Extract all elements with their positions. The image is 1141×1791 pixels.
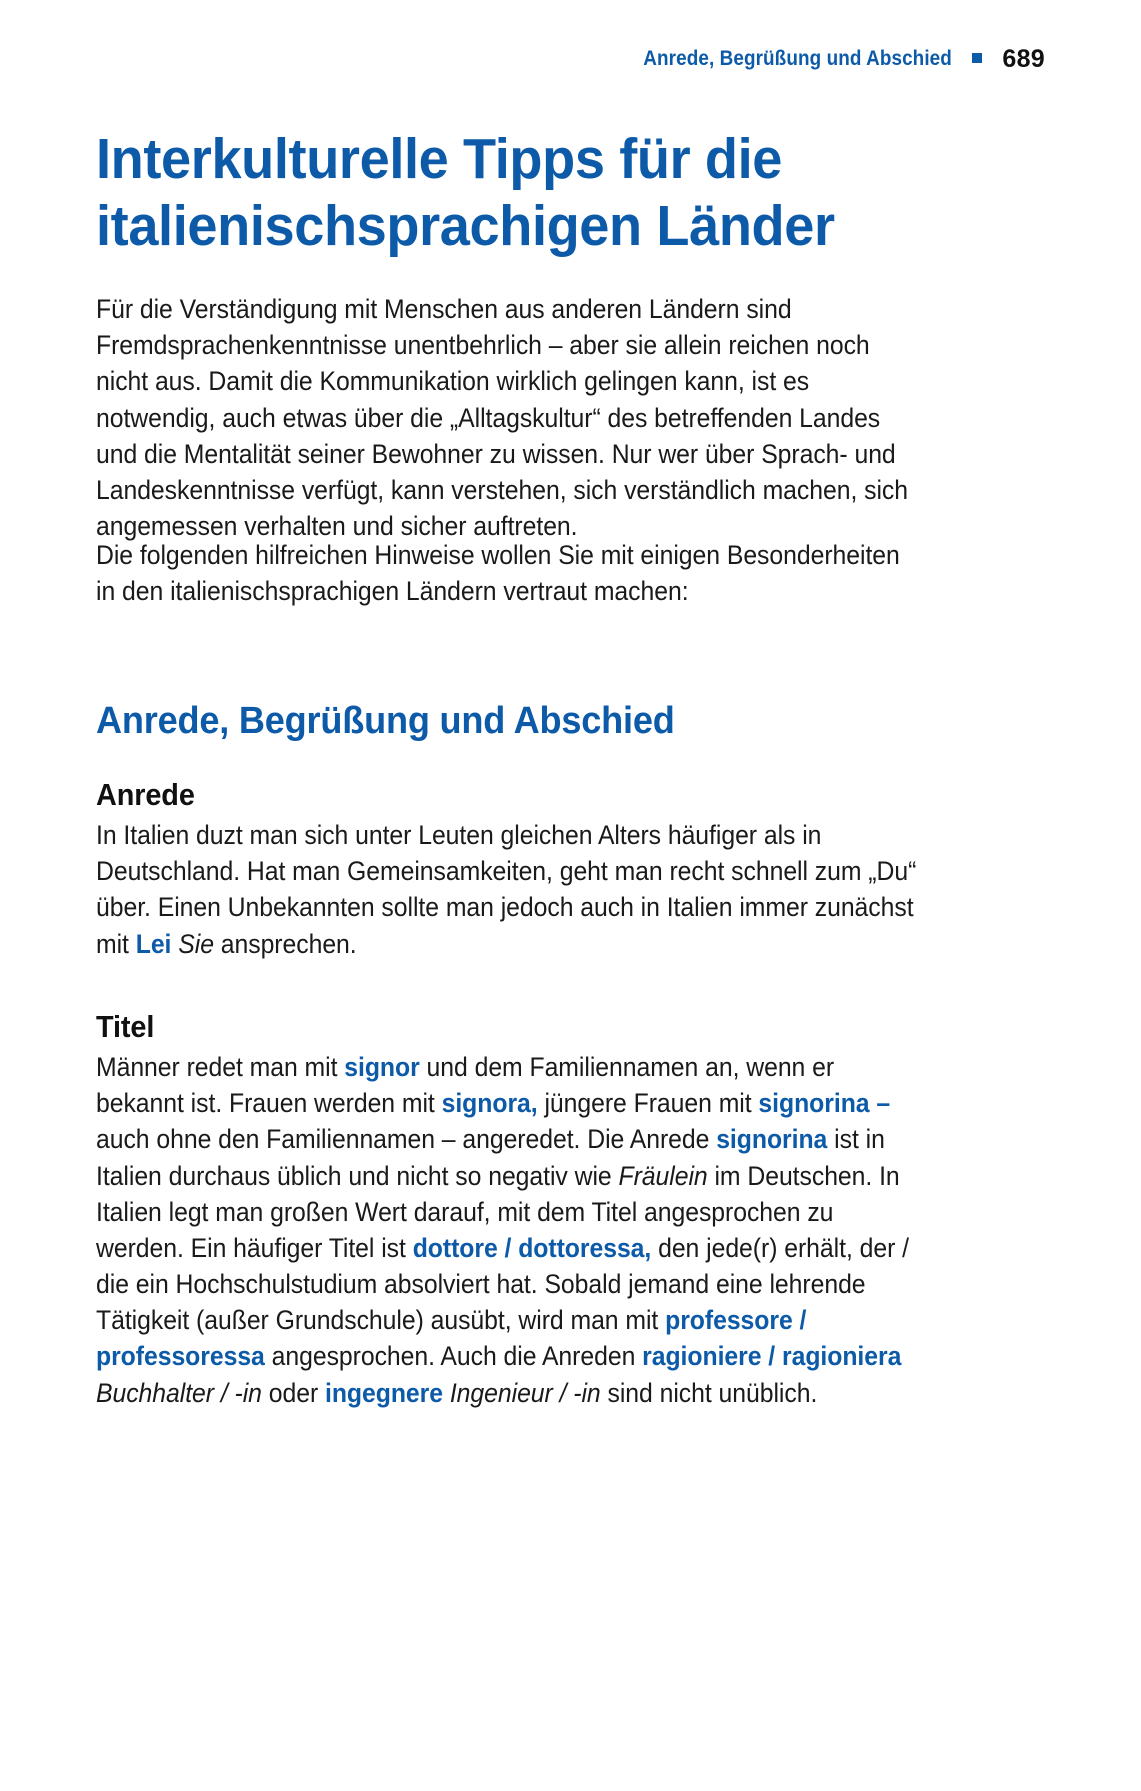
term-signorina: signorina: [716, 1124, 828, 1155]
term-signor: signor: [344, 1052, 420, 1082]
term-ingegnere: ingegnere: [324, 1377, 443, 1408]
titel-text-5: ist in Italien durchaus üblich und nicht so negativ wie: [96, 1124, 885, 1191]
space-1: [171, 929, 178, 959]
intro-paragraph-2-wrapper: [96, 537, 924, 609]
titel-text-10: sind nicht unüblich.: [600, 1377, 818, 1408]
page-number: 689: [1002, 44, 1045, 73]
subsection-heading-anrede: Anrede: [96, 777, 195, 812]
titel-text-2: und dem Familiennamen an, wenn er bekannt ist. Frauen werden mit: [96, 1052, 835, 1119]
term-professore: professore / professoressa: [96, 1305, 807, 1372]
gloss-buchhalter: Buchhalter / -in: [96, 1377, 262, 1408]
term-lei: Lei: [135, 928, 172, 959]
subsection-anrede-text: [96, 817, 924, 962]
chapter-title-text: [96, 126, 922, 259]
subsection-titel-text: [96, 1049, 924, 1411]
anrede-text-part-1: In Italien duzt man sich unter Leuten gleichen Alters häufiger als in Deutschland. Hat man Gemeinsamkeiten, geht man recht schnell zum „Du“ über. Einen Unbekannten sollte man jedoch auch in Italien immer zunächst mit: [96, 820, 917, 959]
term-signorina-dash: signorina –: [758, 1088, 891, 1119]
titel-text-6: im Deutschen. In Italien legt man großen Wert darauf, mit dem Titel angesprochen zu werden. Ein häufiger Titel ist: [96, 1160, 900, 1263]
subsection-heading-titel: Titel: [96, 1009, 155, 1044]
gloss-sie: Sie: [178, 928, 214, 959]
chapter-title-line-1: Interkulturelle Tipps für die: [96, 127, 783, 191]
titel-text-9: oder: [261, 1377, 325, 1408]
chapter-title-line-2: italienischsprachigen Länder: [96, 193, 835, 258]
section-heading-anrede-begruessung: Anrede, Begrüßung und Abschied: [96, 700, 675, 742]
intro-paragraph-1-wrapper: [96, 291, 924, 544]
subsection-anrede: [96, 777, 924, 962]
subsection-titel: [96, 1009, 924, 1411]
gloss-ingenieur: Ingenieur / -in: [449, 1377, 601, 1408]
square-bullet-icon: [972, 53, 982, 63]
running-head-title: Anrede, Begrüßung und Abschied: [643, 47, 953, 70]
gloss-fraeulein: Fräulein: [618, 1160, 708, 1191]
titel-text-1: Männer redet man mit: [96, 1052, 345, 1082]
intro-paragraph-2: Die folgenden hilfreichen Hinweise wollen Sie mit einigen Besonderheiten in den italienischsprachigen Ländern vertraut machen:: [96, 540, 900, 607]
chapter-title: [96, 126, 924, 291]
term-signora: signora,: [441, 1088, 538, 1119]
titel-text-7: den jede(r) erhält, der / die ein Hochschulstudium absolviert hat. Sobald jemand eine lehrende Tätigkeit (außer Grundschule) ausübt, wird man mit: [96, 1232, 909, 1336]
term-dottore: dottore / dottoressa,: [412, 1232, 652, 1263]
running-head: [609, 44, 1045, 74]
term-ragioniere: ragioniere / ragioniera: [642, 1341, 902, 1372]
anrede-text-part-2: ansprechen.: [213, 928, 357, 959]
intro-paragraph-1: Für die Verständigung mit Menschen aus anderen Ländern sind Fremdsprachenkenntnisse unentbehrlich – aber sie allein reichen noch nicht aus. Damit die Kommunikation wirklich gelingen kann, ist es notwendig, auch etwas über die „Alltagskultur“ des betreffenden Landes und die Mentalität seiner Bewohner zu wissen. Nur wer über Sprach- und Landeskenntnisse verfügt, kann verstehen, sich verständlich machen, sich angemessen verhalten und sicher auftreten.: [96, 294, 909, 542]
titel-text-8: angesprochen. Auch die Anreden: [264, 1341, 643, 1372]
titel-text-4: auch ohne den Familiennamen – angeredet. Die Anrede: [96, 1124, 717, 1155]
titel-text-3: jüngere Frauen mit: [537, 1088, 759, 1119]
